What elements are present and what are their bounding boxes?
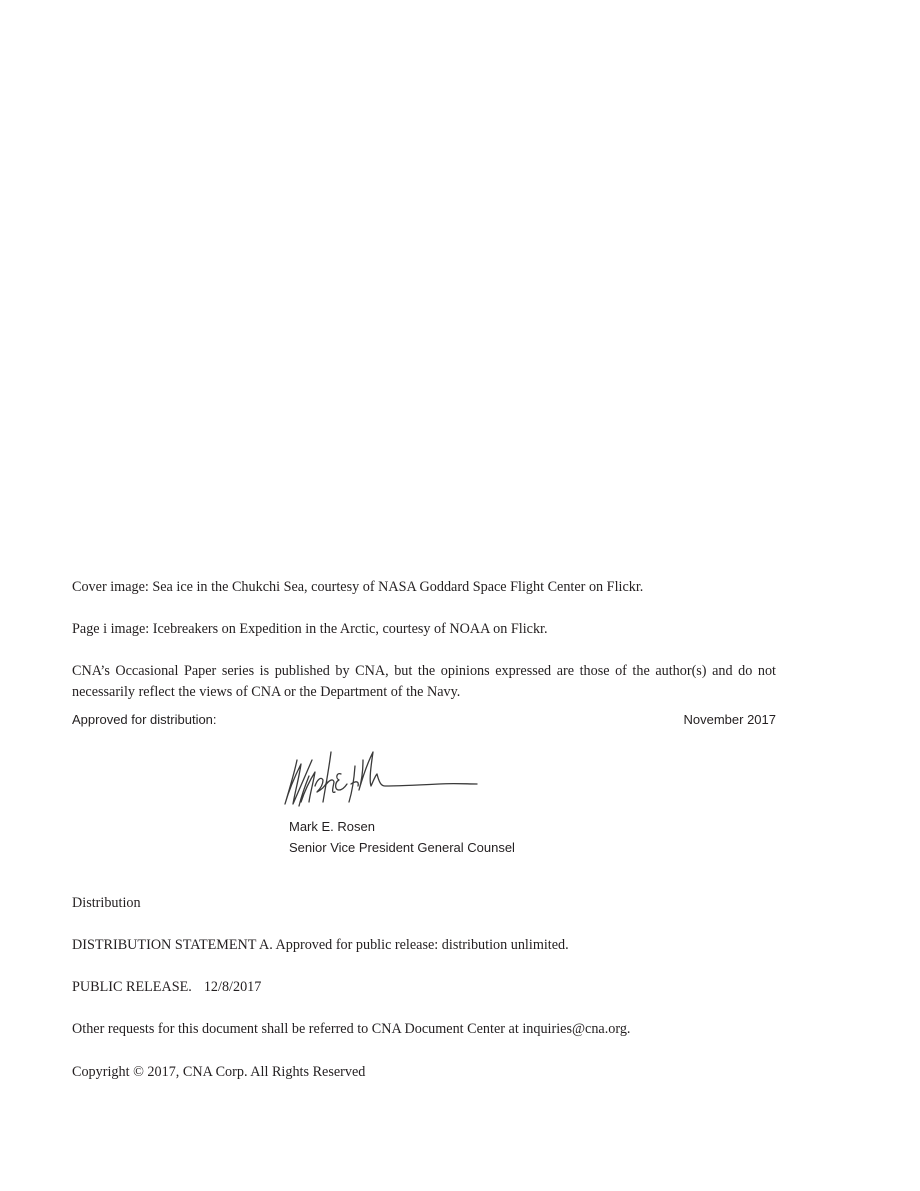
approval-row — [72, 712, 776, 728]
page-i-image-credit: Page i image: Icebreakers on Expedition in the Arctic, courtesy of NOAA on Flickr. — [72, 621, 548, 637]
signature-image — [279, 746, 489, 812]
cover-image-credit: Cover image: Sea ice in the Chukchi Sea, courtesy of NASA Goddard Space Flight Center on Flickr. — [72, 579, 644, 595]
distribution-heading: Distribution — [72, 895, 141, 911]
public-release-line — [72, 977, 261, 998]
signer-name: Mark E. Rosen — [289, 819, 375, 834]
disclaimer-paragraph: CNA’s Occasional Paper series is published by CNA, but the opinions expressed are those of the author(s) and do not necessarily reflect the views of CNA or the Department of the Navy. — [72, 663, 776, 700]
distribution-statement: DISTRIBUTION STATEMENT A. Approved for public release: distribution unlimited. — [72, 937, 569, 953]
other-requests-note: Other requests for this document shall be referred to CNA Document Center at inquiries@cna.org. — [72, 1021, 631, 1037]
public-release-label: PUBLIC RELEASE. — [72, 979, 192, 995]
approved-for-distribution-label: Approved for distribution: — [72, 712, 217, 727]
public-release-date: 12/8/2017 — [203, 979, 262, 995]
copyright-notice: Copyright © 2017, CNA Corp. All Rights Reserved — [72, 1064, 366, 1080]
signer-title: Senior Vice President General Counsel — [289, 840, 515, 855]
approval-date: November 2017 — [683, 712, 776, 727]
